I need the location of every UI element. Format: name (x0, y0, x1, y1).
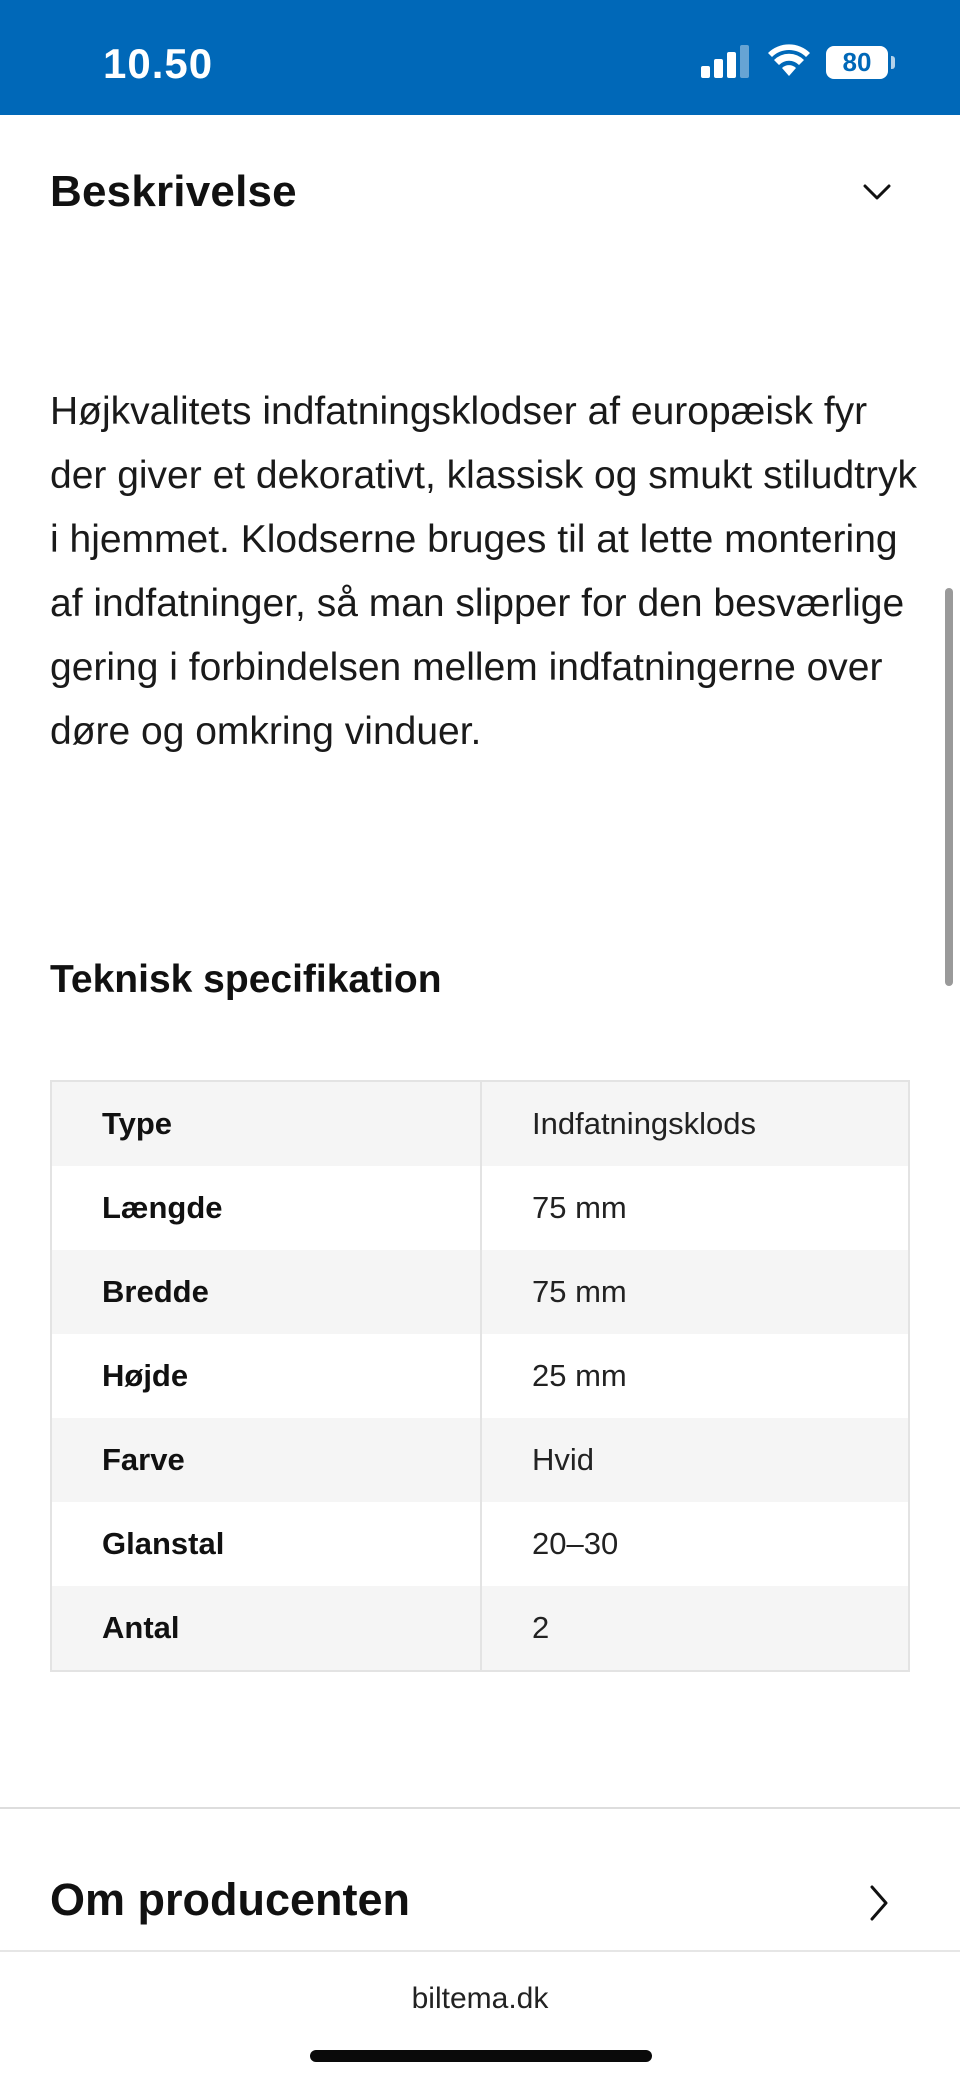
spec-value: 75 mm (532, 1190, 627, 1225)
table-row (52, 1502, 908, 1586)
spec-key: Bredde (52, 1250, 482, 1334)
spec-value: 75 mm (532, 1274, 627, 1309)
chevron-down-icon[interactable] (863, 178, 891, 206)
spec-value: Hvid (532, 1442, 595, 1477)
spec-table (50, 1080, 910, 1672)
chevron-right-icon[interactable] (866, 1883, 892, 1923)
spec-value: 2 (532, 1610, 550, 1645)
status-bar (0, 0, 960, 115)
spec-key: Længde (52, 1166, 482, 1250)
cellular-signal-icon (701, 44, 749, 78)
table-row (52, 1250, 908, 1334)
spec-key: Farve (52, 1418, 482, 1502)
description-accordion-header[interactable] (0, 115, 960, 275)
spec-key: Højde (52, 1334, 482, 1418)
table-row (52, 1418, 908, 1502)
table-row (52, 1082, 908, 1166)
spec-key: Type (52, 1082, 482, 1166)
section-divider (0, 1807, 960, 1809)
table-row (52, 1166, 908, 1250)
about-producer-link[interactable]: Om producenten (50, 1874, 411, 1925)
battery-tip (891, 56, 895, 69)
home-indicator[interactable] (310, 2050, 652, 2062)
spec-value: 25 mm (532, 1358, 627, 1393)
wifi-icon (768, 42, 810, 78)
description-text: Højkvalitets indfatningsklodser af europæisk fyr der giver et dekorativt, klassisk og smukt stiludtryk i hjemmet. Klodserne bruges til at lette montering af indfatninger, så man slipper for den besværlige gering i forbindelsen mellem indfatningerne over døre og omkring vinduer. (50, 390, 917, 753)
table-row (52, 1334, 908, 1418)
battery-icon: 80 (826, 46, 888, 79)
status-time: 10.50 (103, 40, 214, 87)
url-text[interactable]: biltema.dk (411, 1982, 549, 2015)
description-title: Beskrivelse (50, 167, 297, 216)
spec-value: Indfatningsklods (532, 1106, 757, 1141)
scrollbar[interactable] (945, 588, 953, 986)
spec-section-title: Teknisk specifikation (50, 958, 442, 1001)
spec-value: 20–30 (532, 1526, 619, 1561)
spec-key: Glanstal (52, 1502, 482, 1586)
browser-url-bar[interactable] (0, 1950, 960, 2078)
table-row (52, 1586, 908, 1670)
spec-key: Antal (52, 1586, 482, 1670)
